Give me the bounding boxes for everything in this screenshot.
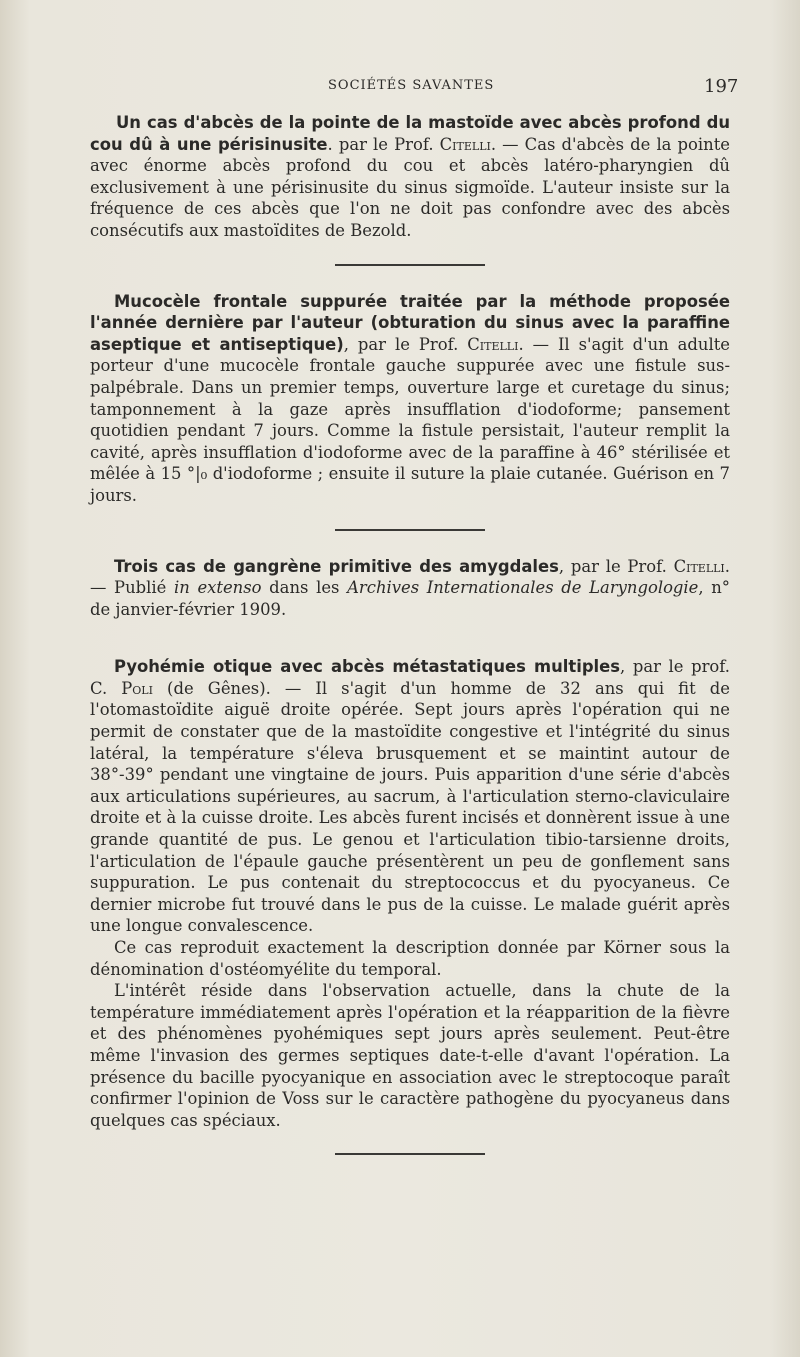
article-body: , n° de janvier-février 1909. bbox=[90, 578, 730, 619]
article-paragraph bbox=[90, 112, 730, 242]
article-body: . — Publié bbox=[90, 556, 730, 598]
author-name: Citelli bbox=[467, 334, 519, 354]
journal-name: Archives Internationales de Laryngologie bbox=[347, 578, 699, 598]
byline: , par le Prof. bbox=[558, 556, 674, 576]
article-title: Un cas d'abcès de la pointe de la mastoïde avec abcès profond du cou dû à une périsinusite bbox=[90, 113, 730, 154]
byline: , par le prof. C. bbox=[90, 657, 730, 698]
italic-phrase: in extenso bbox=[173, 578, 262, 598]
article-otic-pyemia bbox=[90, 656, 730, 1131]
article-paragraph bbox=[90, 291, 730, 507]
article-title: Mucocèle frontale suppurée traitée par la méthode proposée l'année dernière par l'auteur (obturation du sinus avec la paraffine aseptique et antiseptique) bbox=[90, 291, 730, 354]
article-tonsil-gangrene bbox=[90, 556, 730, 621]
article-frontal-mucocele bbox=[90, 291, 730, 507]
article-mastoid-abscess bbox=[90, 112, 730, 242]
author-name: Citelli bbox=[439, 134, 491, 154]
article-paragraph: L'intérêt réside dans l'observation actuelle, dans la chute de la température immédiatement après l'opération et la réapparition de la fièvre et des phénomènes pyohémiques sept jours après seulement. Peut-être même l'invasion des germes septiques date-t-elle d'avant l'opération. La présence du bacille pyocyanique en association avec le streptocoque paraît confirmer l'opinion de Voss sur le caractère pathogène du pyocyaneus dans quelques cas spéciaux. bbox=[90, 981, 730, 1130]
section-divider bbox=[335, 1153, 485, 1155]
author-name: Poli bbox=[121, 678, 153, 698]
page-content bbox=[90, 112, 730, 1180]
article-title: Pyohémie otique avec abcès métastatiques multiples bbox=[114, 657, 621, 677]
byline: . par le Prof. bbox=[327, 134, 440, 154]
article-body: . — Cas d'abcès de la pointe avec énorme abcès profond du cou et abcès latéro-pharyngien dû exclusivement à une périsinusite du sinus sigmoïde. L'auteur insiste sur la fréquence de ces abcès que l'on ne doit pas confondre avec des abcès consécutifs aux mastoïdites de Bezold. bbox=[90, 134, 731, 240]
running-title: SOCIÉTÉS SAVANTES bbox=[328, 78, 495, 93]
article-paragraph bbox=[90, 656, 730, 937]
article-body: (de Gênes). — Il s'agit d'un homme de 32 ans qui fit de l'otomastoïdite aiguë droite opérée. Sept jours après l'opération qui ne permit de constater que de la mastoïdite congestive et l'intégrité du sinus latéral, la température s'éleva brusquement et se maintint autour de 38°-39° pendant une vingtaine de jours. Puis apparition d'une série d'abcès aux articulations supérieures, au sacrum, à l'articulation sterno-claviculaire droite et à la cuisse droite. Les abcès furent incisés et donnèrent issue à une grande quantité de pus. Le genou et l'articulation tibio-tarsienne droits, l'articulation de l'épaule gauche présentèrent un peu de gonflement sans suppuration. Le pus contenait du streptococcus et du pyocyaneus. Ce dernier microbe fut trouvé dans le pus de la cuisse. Le malade guérit après une longue convalescence. bbox=[90, 678, 730, 936]
byline: , par le Prof. bbox=[343, 334, 468, 354]
page-number: 197 bbox=[704, 76, 739, 97]
article-paragraph: Ce cas reproduit exactement la description donnée par Körner sous la dénomination d'ostéomyélite du temporal. bbox=[90, 938, 730, 979]
section-divider bbox=[335, 529, 485, 531]
running-header bbox=[0, 76, 800, 100]
article-title: Trois cas de gangrène primitive des amygdales bbox=[114, 556, 559, 576]
author-name: Citelli bbox=[673, 556, 725, 576]
article-body: dans les bbox=[261, 578, 348, 598]
article-body: . — Il s'agit d'un adulte porteur d'une mucocèle frontale gauche suppurée avec une fistule sus-palpébrale. Dans un premier temps, ouverture large et curetage du sinus; tamponnement à la gaze après insufflation d'iodoforme; pansement quotidien pendant 7 jours. Comme la fistule persistait, l'auteur remplit la cavité, après insufflation d'iodoforme avec de la paraffine à 46° stérilisée et mêlée à 15 °|₀ d'iodoforme ; ensuite il suture la plaie cutanée. Guérison en 7 jours. bbox=[90, 334, 730, 505]
article-paragraph bbox=[90, 556, 730, 621]
section-divider bbox=[335, 264, 485, 266]
